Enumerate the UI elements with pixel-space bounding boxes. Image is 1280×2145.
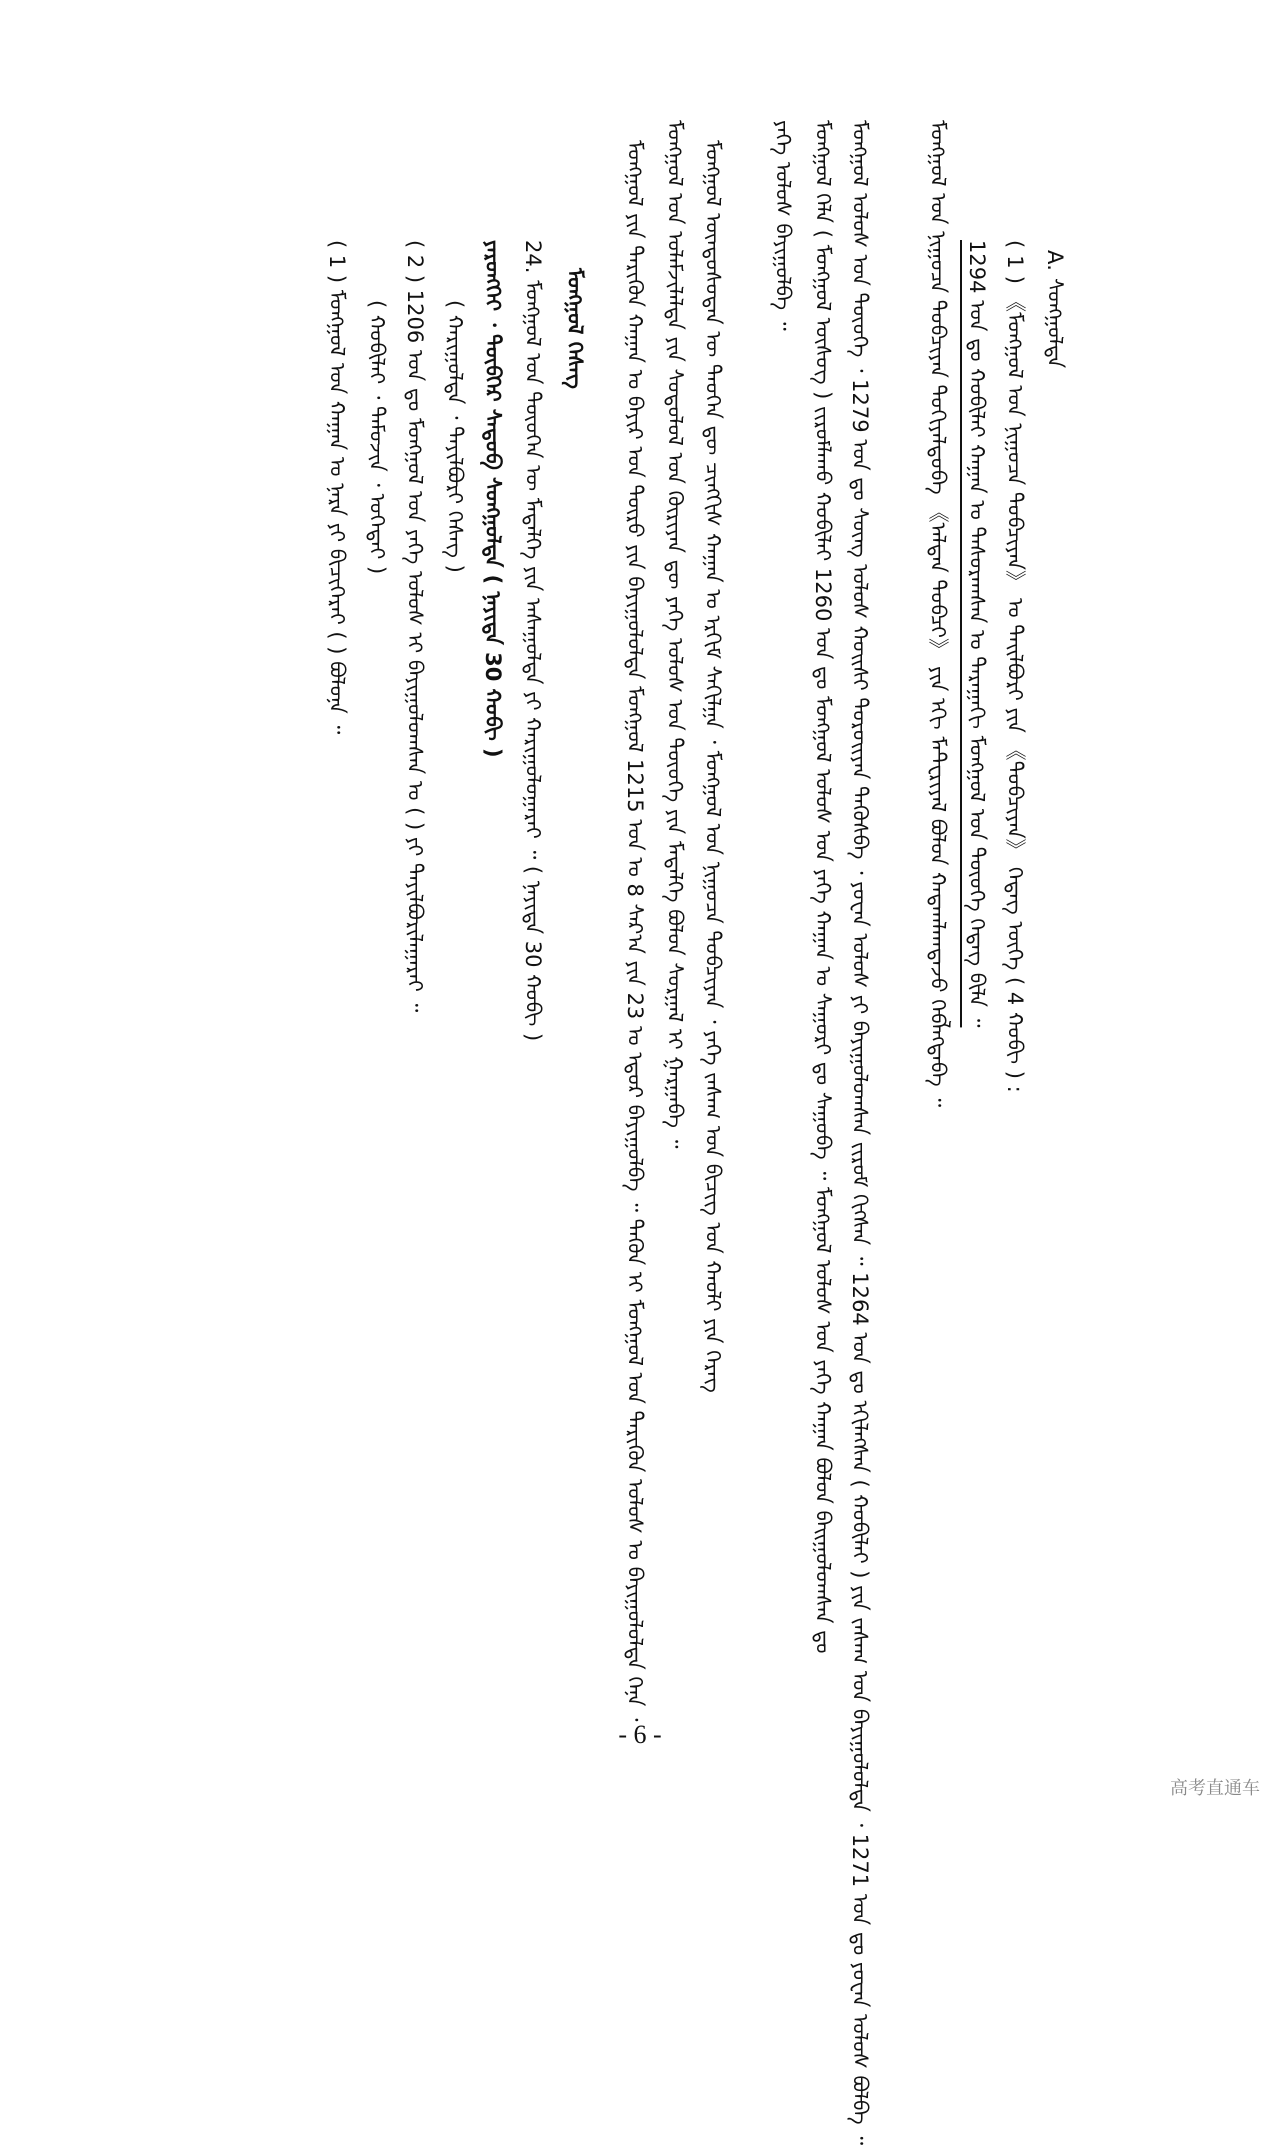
options-line-1: ( ᠬᠠᠷᠢᠭᠤᠯᠲᠠ ᠂ ᠲᠠᠶᠢᠯᠪᠤᠷᠢ ᠬᠡᠰᠡᠭ ) <box>443 300 467 573</box>
paragraph-line-4: ᠮᠣᠩᠭᠣᠯ ᠦᠨᠳᠦᠰᠦᠲᠡᠨ ᠦ ᠲᠡᠦᠬᠡᠨ ᠳᠦ ᠴᠢᠩᠭᠢᠰ ᠬᠠᠭᠠᠨ ᠤ ᠡᠷᠬᠢᠮ ᠰᠠᠬᠢᠯᠭᠠ ᠂ ᠮᠣᠩᠭᠣᠯ ᠤᠨ ᠨᠢᠭᠤᠴᠠ ᠲᠣᠪᠴᠢᠶᠠᠨ ᠂ ᠶᠡᠬᠡ ᠵᠠᠰᠠᠭ ᠤᠨ ᠪᠢᠴᠢᠭ ᠤᠨ ᠬᠠᠤᠯᠢ ᠶᠢᠨ ᠬᠡᠷᠡᠭ <box>701 140 725 1393</box>
page-number: - 6 - <box>618 1720 662 1749</box>
paragraph-line-6: ᠮᠣᠩᠭᠣᠯ ᠶᠢᠨ ᠲᠡᠷᠢᠭᠦᠨ ᠬᠠᠭᠠᠨ ᠤ ᠪᠠᠶᠢᠷ ᠤᠨ ᠲᠦᠷᠦ ᠶᠢᠨ ᠪᠠᠶᠢᠭᠤᠯᠤᠯᠲᠠ ᠮᠣᠩᠭᠣᠯ 1215 ᠣᠨ ᠤ 8 ᠰᠠᠷ᠎ᠠ ᠶᠢᠨ 23 ᠤ ᠡᠳᠦᠷ ᠪᠠᠶᠢᠭᠤᠯᠪᠠ ᠃ ᠲᠡᠭᠦᠨ ᠢ ᠮᠣᠩᠭᠣᠯ ᠤᠨ ᠲᠡᠷᠢᠭᠦᠨ ᠤᠯᠤᠰ ᠤ ᠪᠠᠶᠢᠭᠤᠯᠤᠯᠲᠠ ᠭᠡᠨᠡ ᠂ <box>623 140 647 1722</box>
answer-line-2: ᠮᠣᠩᠭᠣᠯ ᠤᠨ ᠨᠢᠭᠤᠴᠠ ᠲᠣᠪᠴᠢᠶᠠᠨ ᠲᠣᠬᠢᠶᠠᠯᠳᠤᠪᠠ 《ᠠᠯᠲᠠᠨ ᠲᠣᠪᠴᠢ》 ᠶᠢᠨ ᠡᠬᠢ ᠮᠠᠲᠧᠷᠢᠶᠠᠯ ᠪᠣᠯᠤᠨ ᠬᠠᠳᠠᠭᠯᠠᠭᠳᠠᠵᠤ ᠬᠡᠪᠯᠡᠭᠳᠡᠪᠡ ᠃ <box>926 120 950 1108</box>
answer-line-1: 1294 ᠣᠨ ᠳᠤ ᠬᠣᠪᠢᠯᠠᠢ ᠬᠠᠭᠠᠨ ᠤ ᠲᠠᠰᠤᠷᠠᠭᠰᠠᠨ ᠤ ᠳᠠᠷᠠᠭᠠᠬᠢ ᠮᠣᠩᠭᠣᠯ ᠤᠨ ᠲᠦᠦᠬᠡ ᠭᠡᠳᠡᠭ ᠪᠢᠯᠡ ᠃ <box>965 240 989 1028</box>
paragraph-line-3: ᠶᠡᠬᠡ ᠤᠯᠤᠰ ᠪᠠᠶᠢᠭᠤᠯᠪᠠ ᠃ <box>771 120 795 331</box>
part-heading: ᠮᠣᠩᠭᠣᠯ ᠬᠡᠰᠡᠭ <box>563 268 587 389</box>
paragraph-line-5: ᠮᠣᠩᠭᠣᠯ ᠤᠨ ᠤᠯᠠᠮᠵᠢᠯᠠᠯᠲᠠ ᠶᠢᠨ ᠰᠤᠳᠤᠯᠤᠯ ᠤᠨ ᠬᠦᠷᠢᠶᠡᠨ ᠳᠦ ᠶᠡᠬᠡ ᠤᠯᠤᠰ ᠤᠨ ᠲᠦᠦᠬᠡ ᠶᠢᠨ ᠮᠡᠳᠡᠯᠭᠡ ᠪᠣᠯᠤᠨ ᠰᠤᠷᠭᠠᠯ ᠢ ᠭᠠᠷᠭᠠᠪᠠ ᠃ <box>663 120 687 1149</box>
section-heading: A. ᠰᠣᠩᠭᠣᠯᠲᠠ <box>1043 250 1067 369</box>
watermark: 高考直通车 <box>1170 1778 1260 1799</box>
question-item-1: ( 1 ) 《ᠮᠣᠩᠭᠣᠯ ᠤᠨ ᠨᠢᠭᠤᠴᠠ ᠲᠣᠪᠴᠢᠶᠠᠨ》 ᠤ ᠲᠠᠢᠯᠪᠤᠷᠢ ᠶᠢᠨ 《ᠲᠣᠪᠴᠢᠶᠠᠨ》 ᠭᠡᠳᠡᠭ ᠦᠭᠡ ( 4 ᠬᠤᠪᠢ ) : <box>1003 240 1027 1093</box>
sub-heading: ᠶᠡᠷᠦᠩᠬᠡᠢ ᠂ ᠲᠦᠪᠬᠡᠷ ᠰᠡᠳᠦᠪ ᠰᠣᠩᠭᠣᠯᠲᠠ ( ᠨᠡᠶᠢᠲᠡ 30 ᠬᠤᠪᠢ ) <box>481 240 505 758</box>
question-item-2: ( 2 ) 1206 ᠣᠨ ᠳᠤ ᠮᠣᠩᠭᠣᠯ ᠤᠨ ᠶᠡᠬᠡ ᠤᠯᠤᠰ ᠢ ᠪᠠᠶᠢᠭᠤᠯᠤᠭᠰᠠᠨ ᠤ ( ) ᠶᠢ ᠲᠠᠶᠢᠯᠪᠤᠷᠢᠯᠠᠭᠠᠷᠠᠢ ᠃ <box>403 240 427 1013</box>
paragraph-line-1: ᠮᠣᠩᠭᠣᠯ ᠤᠯᠤᠰ ᠤᠨ ᠲᠦᠦᠬᠡ ᠂ 1279 ᠣᠨ ᠳᠤ ᠰᠦᠩ ᠤᠯᠤᠰ ᠬᠣᠢᠰᠢ ᠳᠣᠷᠣᠢᠶᠠᠨ ᠲᠡᠭᠦᠰᠪᠡ ᠂ ᠶᠤᠸᠠᠨ ᠤᠯᠤᠰ ᠶᠢ ᠪᠠᠶᠢᠭᠤᠯᠤᠭᠰᠠᠨ ᠵᠢᠷᠤᠮ ᠬᠢᠭᠰᠡᠨ ᠃ 1264 ᠣᠨ ᠳᠤ ᠡᠬᠢᠯᠡᠭᠰᠡᠨ ( ᠬᠣᠪᠢᠯᠠᠢ ) ᠶᠢᠨ ᠵᠠᠰᠠᠭ ᠤᠨ ᠪᠠᠶᠢᠭᠤᠯᠤᠯᠲᠠ ᠂ 1271 ᠣᠨ ᠳᠤ ᠶᠤᠸᠠᠨ ᠤᠯᠤᠰ ᠪᠣᠯᠪᠠ ᠃ <box>848 120 872 2145</box>
options-line-2: ( ᠬᠣᠪᠢᠯᠠᠢ ᠂ ᠲᠡᠮᠦᠵᠢᠨ ᠂ ᠣᠭᠡᠳᠡᠢ ) <box>365 300 389 575</box>
paragraph-line-2: ᠮᠣᠩᠭᠣᠯ ᠬᠡᠯᠡ ( ᠮᠣᠩᠭᠣᠯ ᠦᠰᠦᠭ ) ᠵᠢᠷᠤᠮᠯᠠᠬᠤ ᠬᠣᠪᠢᠯᠠᠢ 1260 ᠣᠨ ᠳᠤ ᠮᠣᠩᠭᠣᠯ ᠤᠯᠤᠰ ᠤᠨ ᠶᠡᠬᠡ ᠬᠠᠭᠠᠨ ᠤ ᠰᠠᠭᠤᠷᠢ ᠳᠤ ᠰᠠᠭᠤᠪᠠ ᠃ ᠮᠣᠩᠭᠣᠯ ᠤᠯᠤᠰ ᠤᠨ ᠶᠡᠬᠡ ᠬᠠᠭᠠᠨ ᠪᠣᠯᠤᠨ ᠪᠠᠢᠭᠤᠯᠤᠭᠰᠠᠨ ᠳᠤ <box>811 120 835 1654</box>
question-24: 24. ᠮᠣᠩᠭᠣᠯ ᠤᠨ ᠲᠦᠦᠬᠡᠨ ᠦ ᠮᠡᠳᠡᠯᠭᠡ ᠶᠢᠨ ᠠᠰᠠᠭᠤᠯᠲᠠ ᠶᠢ ᠬᠠᠷᠢᠭᠤᠯᠤᠭᠠᠷᠠᠢ ᠃ ( ᠨᠡᠶᠢᠲᠡ 30 ᠬᠤᠪᠢ ) <box>521 240 545 1042</box>
question-item-3: ( 1 ) ᠮᠣᠩᠭᠣᠯ ᠤᠨ ᠬᠠᠭᠠᠨ ᠤ ᠨᠡᠷᠡ ᠶᠢ ᠪᠢᠴᠢᠭᠡᠷᠡᠢ ( ) ᠪᠣᠯᠤᠨᠠ ᠃ <box>325 240 349 735</box>
